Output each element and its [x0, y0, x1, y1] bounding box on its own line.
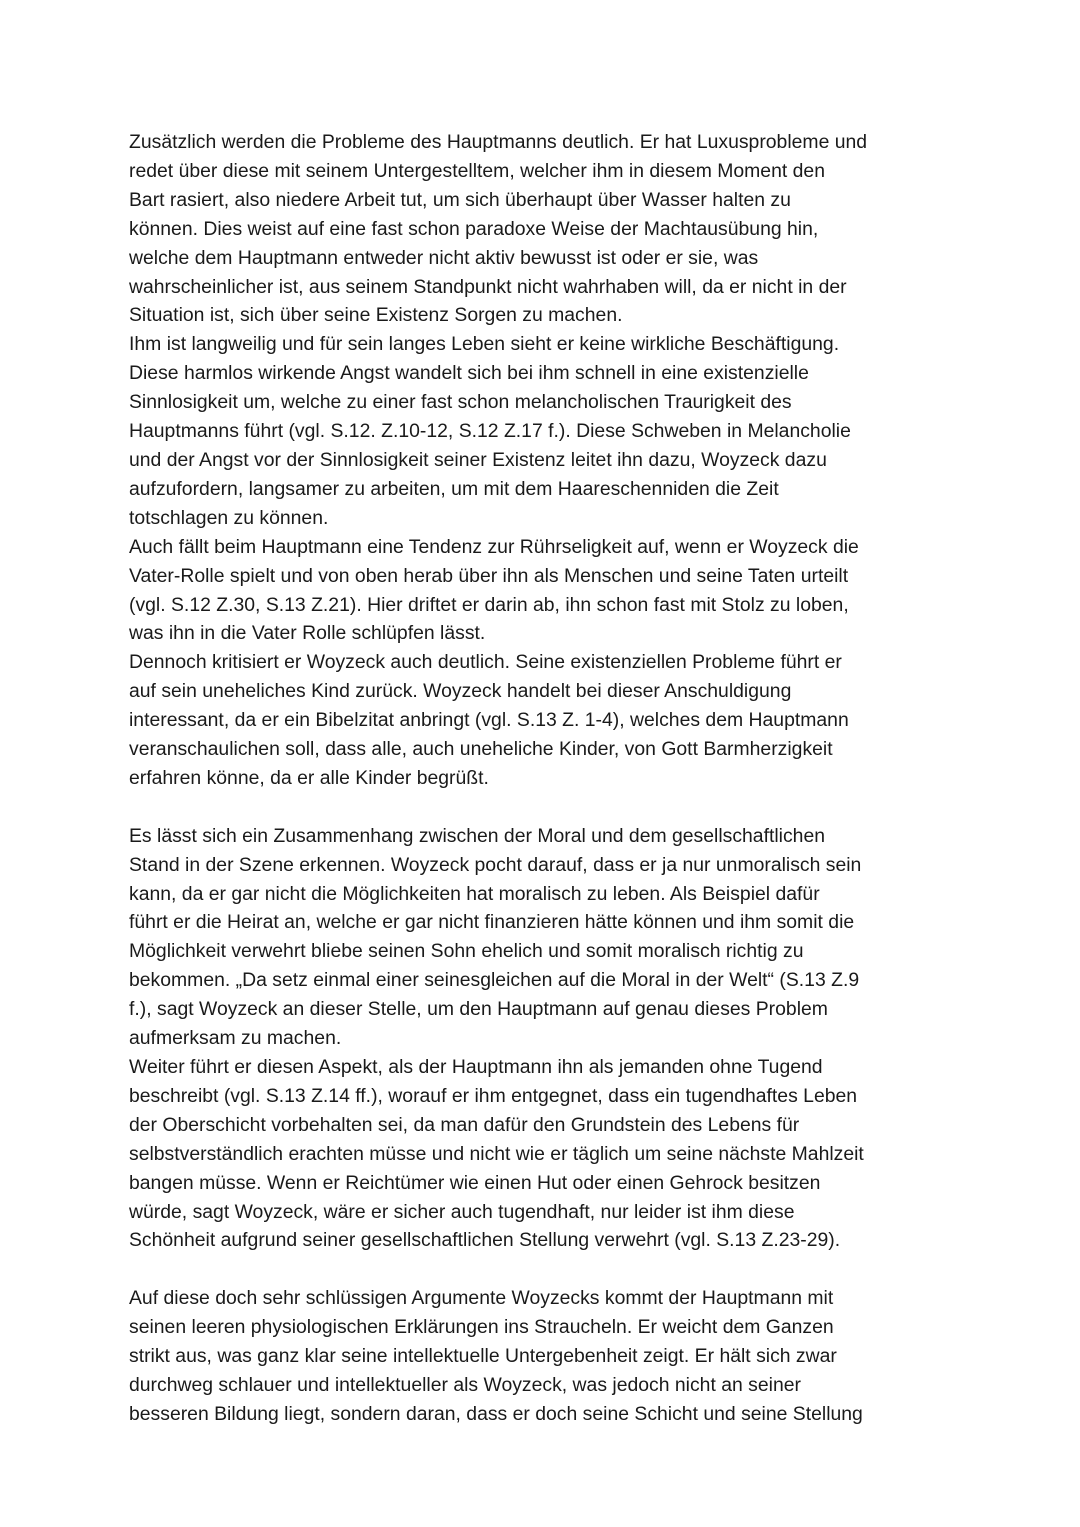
text-line: auf sein uneheliches Kind zurück. Woyzeck handelt bei dieser Anschuldigung [129, 680, 792, 703]
text-line: würde, sagt Woyzeck, wäre er sicher auch tugendhaft, nur leider ist ihm diese [129, 1200, 795, 1223]
text-line: bekommen. „Da setz einmal einer seinesgleichen auf die Moral in der Welt“ (S.13 Z.9 [129, 969, 860, 992]
paragraph [129, 330, 969, 532]
text-line: Auch fällt beim Hauptmann eine Tendenz zur Rührseligkeit auf, wenn er Woyzeck die [129, 535, 859, 558]
text-line: Bart rasiert, also niedere Arbeit tut, um sich überhaupt über Wasser halten zu [129, 188, 791, 211]
text-line: veranschaulichen soll, dass alle, auch uneheliche Kinder, von Gott Barmherzigkeit [129, 738, 833, 761]
text-line: Diese harmlos wirkende Angst wandelt sich bei ihm schnell in eine existenzielle [129, 362, 809, 385]
text-line: (vgl. S.12 Z.30, S.13 Z.21). Hier driftet er darin ab, ihn schon fast mit Stolz zu loben, [129, 593, 849, 616]
paragraph [129, 648, 969, 793]
text-line: Situation ist, sich über seine Existenz Sorgen zu machen. [129, 304, 623, 327]
text-line: was ihn in die Vater Rolle schlüpfen lässt. [129, 622, 486, 645]
text-line: Es lässt sich ein Zusammenhang zwischen der Moral und dem gesellschaftlichen [129, 824, 826, 847]
document-body [129, 128, 969, 1429]
text-line: Vater-Rolle spielt und von oben herab über ihn als Menschen und seine Taten urteilt [129, 564, 849, 587]
text-line: Weiter führt er diesen Aspekt, als der Hauptmann ihn als jemanden ohne Tugend [129, 1055, 823, 1078]
text-line: Schönheit aufgrund seiner gesellschaftlichen Stellung verwehrt (vgl. S.13 Z.23-29). [129, 1229, 841, 1252]
text-line: durchweg schlauer und intellektueller als Woyzeck, was jedoch nicht an seiner [129, 1373, 801, 1396]
text-line: können. Dies weist auf eine fast schon paradoxe Weise der Machtausübung hin, [129, 217, 819, 240]
text-line: interessant, da er ein Bibelzitat anbringt (vgl. S.13 Z. 1-4), welches dem Hauptmann [129, 709, 849, 732]
text-line: Sinnlosigkeit um, welche zu einer fast schon melancholischen Traurigkeit des [129, 391, 792, 414]
paragraph [129, 1284, 969, 1429]
text-line: seinen leeren physiologischen Erklärungen ins Straucheln. Er weicht dem Ganzen [129, 1316, 834, 1339]
text-line: besseren Bildung liegt, sondern daran, dass er doch seine Schicht und seine Stellung [129, 1402, 863, 1425]
text-line: bangen müsse. Wenn er Reichtümer wie einen Hut oder einen Gehrock besitzen [129, 1171, 821, 1194]
text-line: Dennoch kritisiert er Woyzeck auch deutlich. Seine existenziellen Probleme führt er [129, 651, 842, 674]
text-line: Zusätzlich werden die Probleme des Hauptmanns deutlich. Er hat Luxusprobleme und [129, 131, 868, 153]
text-line: Möglichkeit verwehrt bliebe seinen Sohn ehelich und somit moralisch richtig zu [129, 940, 804, 963]
text-line: der Oberschicht vorbehalten sei, da man dafür den Grundstein des Lebens für [129, 1113, 800, 1136]
text-line: wahrscheinlicher ist, aus seinem Standpunkt nicht wahrhaben will, da er nicht in der [129, 275, 847, 298]
text-line: führt er die Heirat an, welche er gar nicht finanzieren hätte können und ihm somit die [129, 911, 855, 934]
text-line: redet über diese mit seinem Untergestelltem, welcher ihm in diesem Moment den [129, 159, 825, 182]
text-line: totschlagen zu können. [129, 506, 329, 529]
text-line: selbstverständlich erachten müsse und nicht wie er täglich um seine nächste Mahlzeit [129, 1142, 864, 1165]
text-line: und der Angst vor der Sinnlosigkeit seiner Existenz leitet ihn dazu, Woyzeck dazu [129, 448, 827, 471]
paragraph-gap [129, 793, 969, 822]
text-line: aufzufordern, langsamer zu arbeiten, um mit dem Haareschenniden die Zeit [129, 477, 779, 500]
paragraph-gap [129, 1255, 969, 1284]
paragraph [129, 128, 969, 330]
text-line: Auf diese doch sehr schlüssigen Argumente Woyzecks kommt der Hauptmann mit [129, 1287, 834, 1310]
text-line: f.), sagt Woyzeck an dieser Stelle, um den Hauptmann auf genau dieses Problem [129, 998, 828, 1021]
text-line: welche dem Hauptmann entweder nicht aktiv bewusst ist oder er sie, was [129, 246, 759, 269]
text-line: beschreibt (vgl. S.13 Z.14 ff.), worauf er ihm entgegnet, dass ein tugendhaftes Leben [129, 1084, 858, 1107]
text-line: erfahren könne, da er alle Kinder begrüßt. [129, 766, 489, 789]
paragraph [129, 1053, 969, 1255]
paragraph [129, 533, 969, 649]
text-line: Stand in der Szene erkennen. Woyzeck pocht darauf, dass er ja nur unmoralisch sein [129, 853, 862, 876]
text-line: Ihm ist langweilig und für sein langes Leben sieht er keine wirkliche Beschäftigung. [129, 333, 840, 356]
text-line: aufmerksam zu machen. [129, 1027, 342, 1050]
text-line: Hauptmanns führt (vgl. S.12. Z.10-12, S.12 Z.17 f.). Diese Schweben in Melancholie [129, 420, 851, 443]
paragraph [129, 822, 969, 1053]
text-line: kann, da er gar nicht die Möglichkeiten hat moralisch zu leben. Als Beispiel dafür [129, 882, 820, 905]
text-line: strikt aus, was ganz klar seine intellektuelle Untergebenheit zeigt. Er hält sich zwar [129, 1345, 837, 1368]
